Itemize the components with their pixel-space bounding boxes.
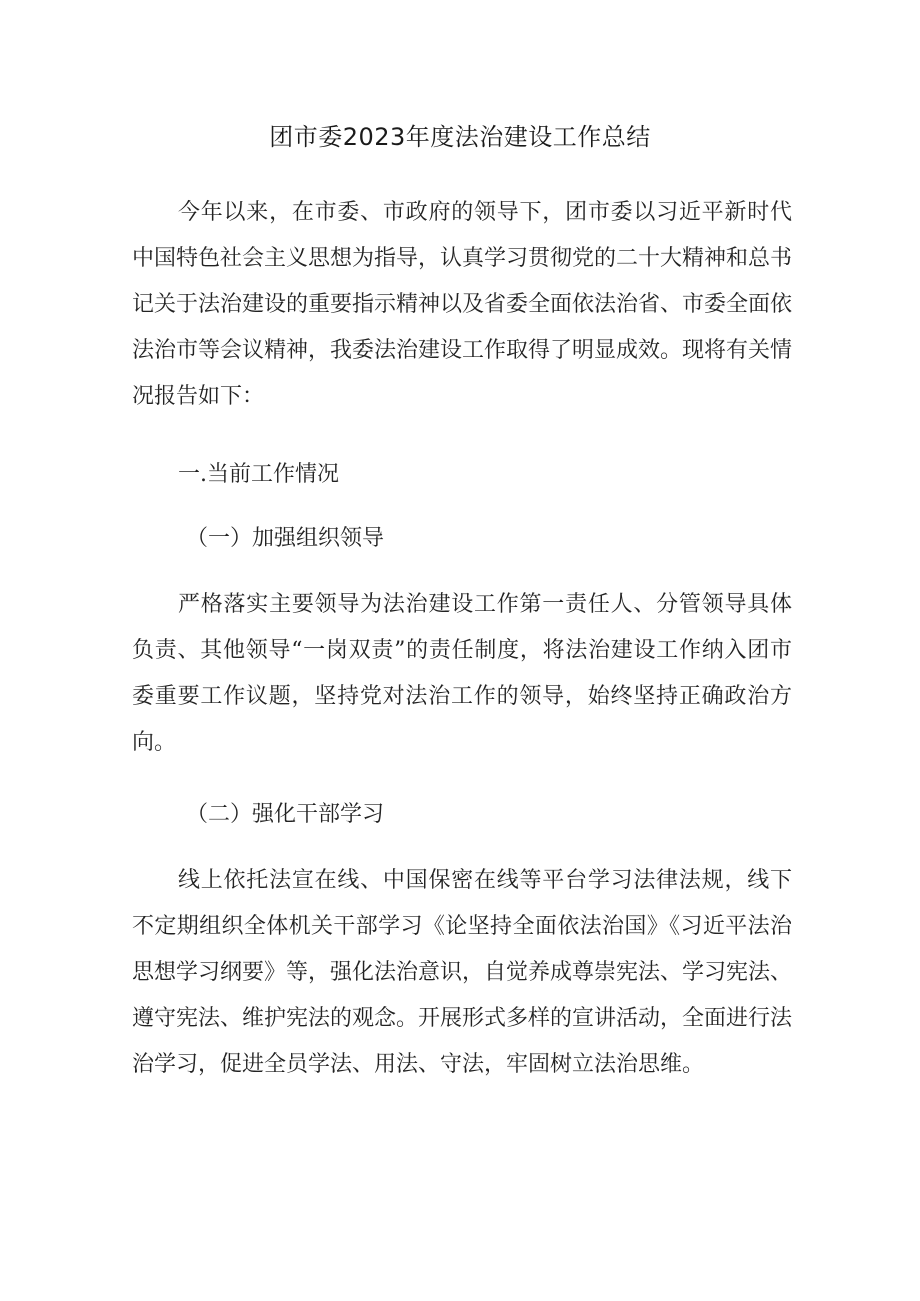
- organization-paragraph: 严格落实主要领导为法治建设工作第一责任人、分管领导具体负责、其他领导“一岗双责”的责任制度，将法治建设工作纳入团市委重要工作议题，坚持党对法治工作的领导，始终坚持正确政治方向。: [132, 592, 792, 755]
- sub-heading-study: （二）强化干部学习: [186, 802, 385, 827]
- intro-paragraph: 今年以来，在市委、市政府的领导下，团市委以习近平新时代中国特色社会主义思想为指导，认真学习贯彻党的二十大精神和总书记关于法治建设的重要指示精神以及省委全面依法治省、市委全面依法治市等会议精神，我委法治建设工作取得了明显成效。现将有关情况报告如下：: [132, 200, 793, 409]
- page-title: 团市委2023年度法治建设工作总结: [269, 123, 651, 151]
- study-paragraph: 线上依托法宣在线、中国保密在线等平台学习法律法规，线下不定期组织全体机关干部学习《论坚持全面依法治国》《习近平法治思想学习纲要》等，强化法治意识，自觉养成尊崇宪法、学习宪法、遵守宪法、维护宪法的观念。开展形式多样的宣讲活动，全面进行法治学习，促进全员学法、用法、守法，牢固树立法治思维。: [132, 868, 793, 1077]
- sub-heading-organization: （一）加强组织领导: [186, 526, 385, 551]
- section-heading-current-work: 一.当前工作情况: [178, 462, 339, 487]
